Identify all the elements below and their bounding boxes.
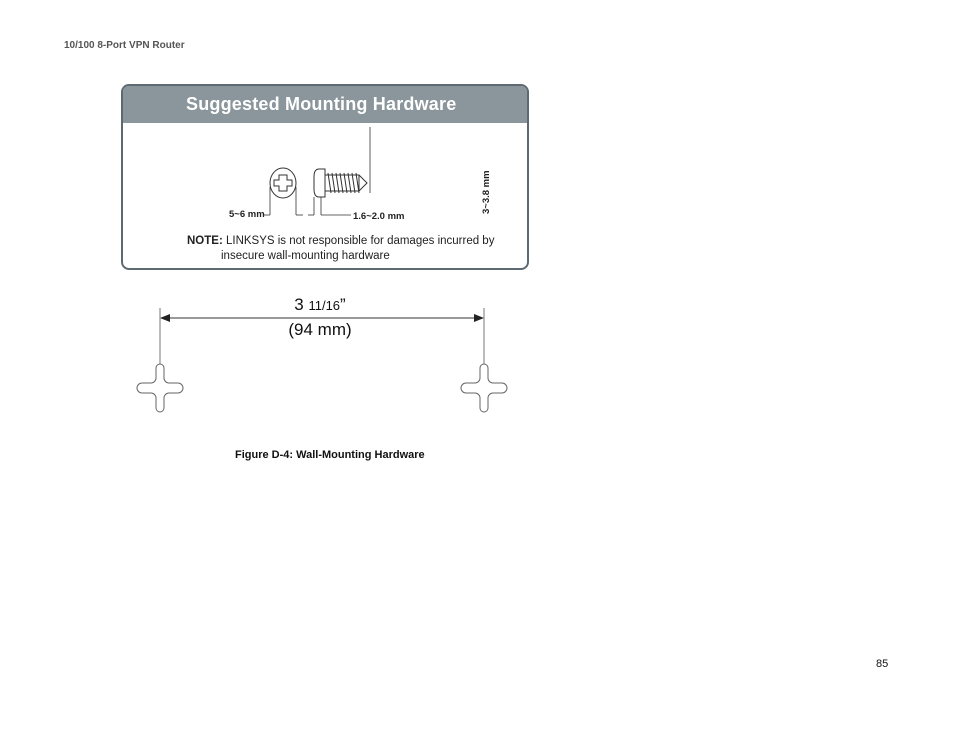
left-mount-slot-icon (137, 364, 183, 412)
mounting-hardware-card (121, 84, 529, 270)
note-label: NOTE: (187, 235, 223, 247)
note-line-2: insecure wall-mounting hardware (221, 250, 390, 262)
screw-side-icon (308, 127, 370, 215)
note-line-1: LINKSYS is not responsible for damages incurred by (225, 235, 495, 247)
spacing-whole: 3 (294, 295, 304, 314)
card-title-bar (123, 86, 527, 123)
spacing-metric: (94 mm) (288, 320, 352, 339)
page-number: 85 (876, 658, 889, 670)
spacing-unit: ” (340, 295, 346, 314)
note-text (187, 234, 494, 264)
screw-head-icon (263, 168, 303, 215)
card-title: Suggested Mounting Hardware (186, 94, 457, 114)
figure-caption: Figure D-4: Wall-Mounting Hardware (235, 449, 425, 461)
document-header: 10/100 8-Port VPN Router (64, 40, 185, 51)
head-diameter-label: 5~6 mm (229, 209, 265, 220)
screw-length-label: 3~3.8 mm (481, 170, 492, 214)
right-mount-slot-icon (461, 364, 507, 412)
spacing-imperial (270, 295, 370, 315)
shaft-diameter-label: 1.6~2.0 mm (353, 211, 405, 222)
spacing-fraction: 11/16 (308, 298, 341, 313)
